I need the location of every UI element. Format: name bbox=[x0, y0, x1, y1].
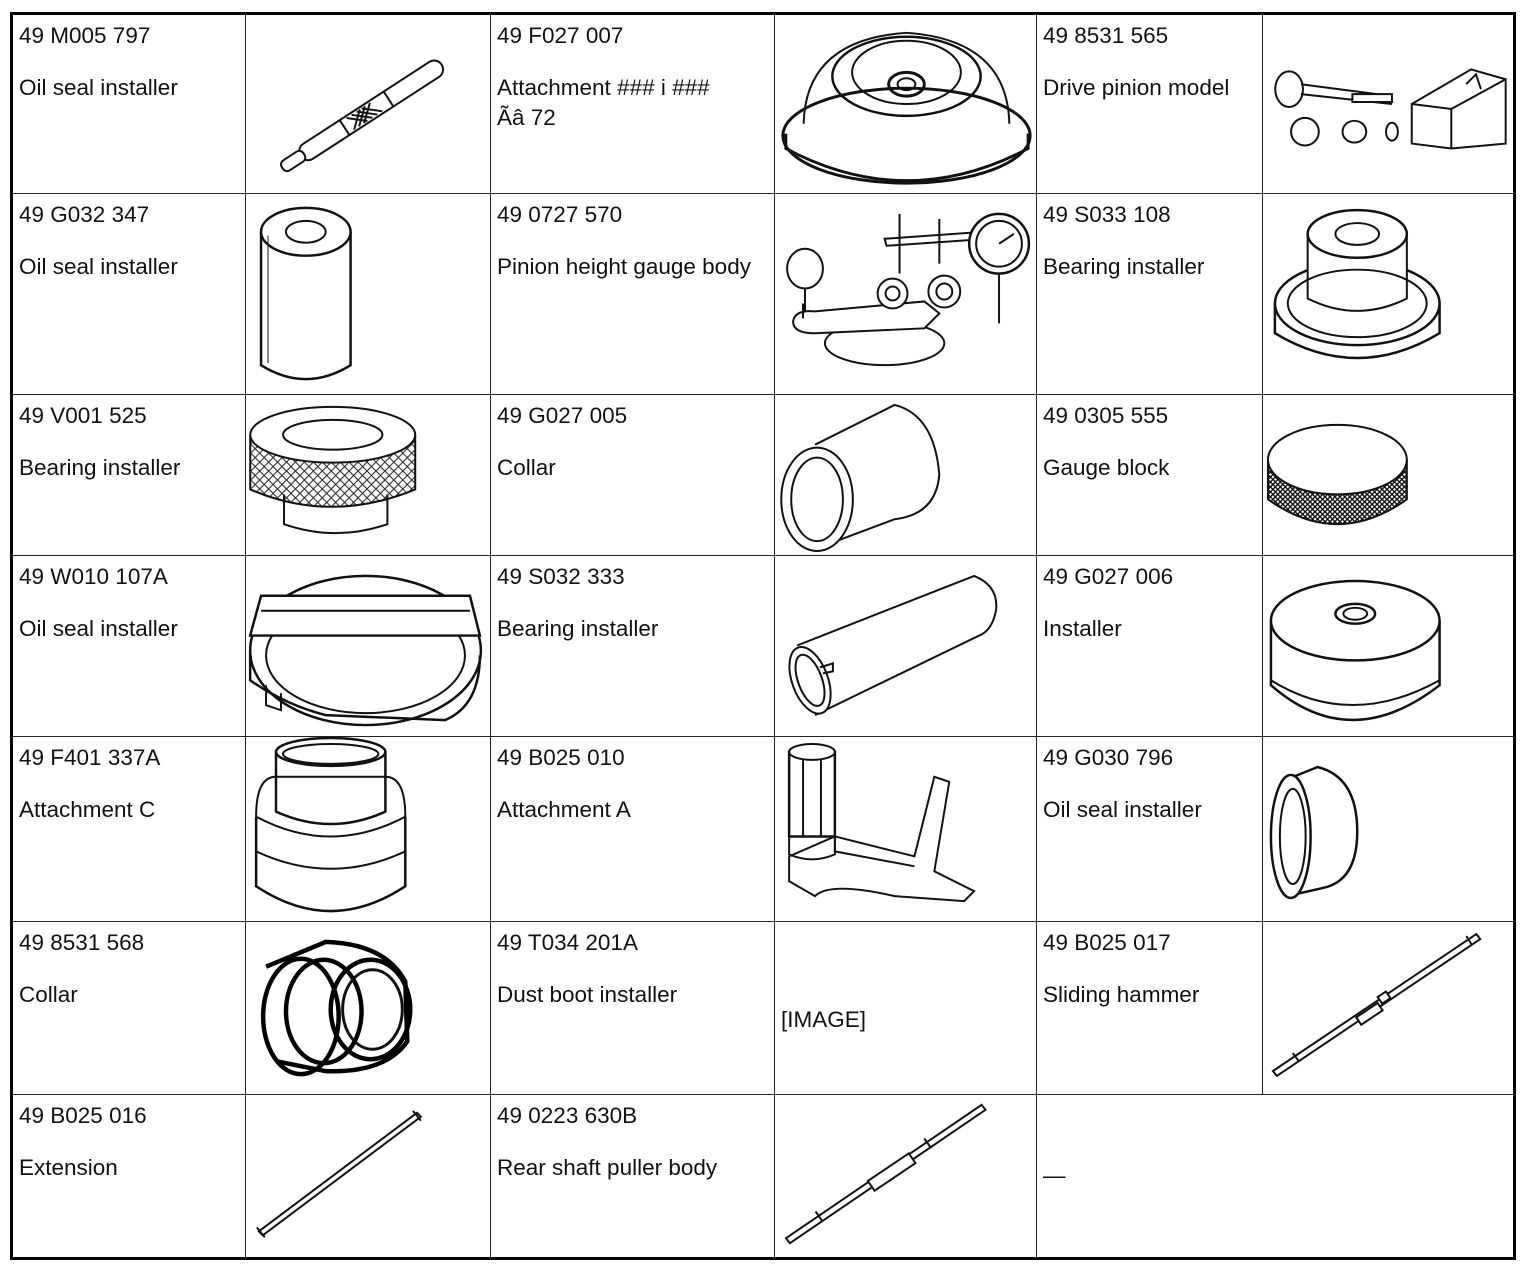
tool-part-number: 49 F027 007 bbox=[497, 23, 624, 48]
tool-name: Oil seal installer bbox=[19, 254, 178, 279]
tool-image-cell bbox=[775, 556, 1037, 737]
tool-part-number: 49 0305 555 bbox=[1043, 403, 1169, 428]
tool-cell bbox=[1037, 922, 1263, 1095]
attachment-a-fork-icon bbox=[775, 737, 1036, 921]
tool-name: Oil seal installer bbox=[19, 75, 178, 100]
tool-image-cell bbox=[775, 737, 1037, 922]
image-placeholder: [IMAGE] bbox=[781, 1007, 867, 1032]
tool-name: Pinion height gauge body bbox=[497, 254, 751, 279]
tool-name: Rear shaft puller body bbox=[497, 1155, 718, 1180]
table-row bbox=[12, 737, 1515, 922]
tool-cell bbox=[12, 1095, 246, 1259]
tool-image-cell bbox=[775, 14, 1037, 194]
tool-name: Extension bbox=[19, 1155, 118, 1180]
tool-image-cell bbox=[246, 556, 491, 737]
table-row bbox=[12, 194, 1515, 395]
installer-disc-icon bbox=[1263, 556, 1513, 736]
tool-part-number: 49 G027 005 bbox=[497, 403, 628, 428]
empty-cell-dash: — bbox=[1043, 1163, 1066, 1188]
tool-name: Oil seal installer bbox=[1043, 797, 1202, 822]
tool-name: Collar bbox=[19, 982, 78, 1007]
rear-shaft-puller-rod-icon bbox=[775, 1095, 1036, 1257]
oil-seal-installer-slotted-icon bbox=[246, 556, 490, 736]
tool-cell bbox=[1037, 395, 1263, 556]
tool-image-cell bbox=[1263, 556, 1515, 737]
attachment-c-ring-icon bbox=[246, 737, 490, 921]
tool-part-number: 49 0727 570 bbox=[497, 202, 623, 227]
table-row bbox=[12, 922, 1515, 1095]
tool-part-number: 49 M005 797 bbox=[19, 23, 151, 48]
tool-name: Collar bbox=[497, 455, 556, 480]
pinion-height-gauge-icon bbox=[775, 194, 1036, 394]
tool-cell bbox=[12, 14, 246, 194]
tool-cell bbox=[491, 395, 775, 556]
tool-part-number: 49 0223 630B bbox=[497, 1103, 638, 1128]
sliding-hammer-rod-icon bbox=[1263, 922, 1513, 1094]
tool-cell bbox=[1037, 737, 1263, 922]
tool-part-number: 49 W010 107A bbox=[19, 564, 168, 589]
tool-image-cell bbox=[775, 922, 1037, 1095]
tool-image-cell bbox=[1263, 194, 1515, 395]
tool-image-cell bbox=[1263, 737, 1515, 922]
tool-name: Bearing installer bbox=[1043, 254, 1205, 279]
tool-name: Installer bbox=[1043, 616, 1122, 641]
table-row bbox=[12, 556, 1515, 737]
tool-cell bbox=[12, 556, 246, 737]
tool-name: Oil seal installer bbox=[19, 616, 178, 641]
collar-sleeve-icon bbox=[775, 395, 1036, 555]
tool-image-cell bbox=[246, 1095, 491, 1259]
tool-image-cell bbox=[1263, 14, 1515, 194]
table-row bbox=[12, 1095, 1515, 1259]
tool-name: Attachment ### i ### Ãâ 72 bbox=[497, 75, 710, 130]
tool-cell bbox=[1037, 556, 1263, 737]
bearing-installer-stepped-icon bbox=[1263, 194, 1513, 394]
tool-part-number: 49 S033 108 bbox=[1043, 202, 1171, 227]
empty-cell bbox=[1037, 1095, 1515, 1259]
tool-part-number: 49 B025 016 bbox=[19, 1103, 147, 1128]
tool-cell bbox=[491, 556, 775, 737]
tool-part-number: 49 8531 568 bbox=[19, 930, 145, 955]
tool-part-number: 49 G032 347 bbox=[19, 202, 150, 227]
tool-part-number: 49 F401 337A bbox=[19, 745, 161, 770]
tool-image-cell bbox=[1263, 922, 1515, 1095]
oil-seal-installer-cylinder-icon bbox=[246, 194, 490, 394]
tool-image-cell bbox=[775, 194, 1037, 395]
tool-image-cell bbox=[775, 1095, 1037, 1259]
tool-name: Attachment A bbox=[497, 797, 631, 822]
tool-image-cell bbox=[246, 922, 491, 1095]
tool-image-cell bbox=[1263, 395, 1515, 556]
attachment-dome-icon bbox=[775, 15, 1036, 193]
tool-part-number: 49 S032 333 bbox=[497, 564, 625, 589]
tool-cell bbox=[491, 1095, 775, 1259]
tool-cell bbox=[12, 922, 246, 1095]
tool-cell bbox=[12, 194, 246, 395]
tool-cell bbox=[491, 737, 775, 922]
tool-name: Bearing installer bbox=[497, 616, 659, 641]
oil-seal-installer-rod-icon bbox=[246, 15, 490, 193]
tool-cell bbox=[1037, 14, 1263, 194]
tool-image-cell bbox=[246, 194, 491, 395]
tool-cell bbox=[1037, 194, 1263, 395]
special-tools-table bbox=[10, 12, 1516, 1260]
drive-pinion-model-kit-icon bbox=[1263, 15, 1513, 193]
tool-cell bbox=[491, 194, 775, 395]
tool-image-cell bbox=[246, 395, 491, 556]
table-row bbox=[12, 14, 1515, 194]
table-row bbox=[12, 395, 1515, 556]
tool-name: Drive pinion model bbox=[1043, 75, 1230, 100]
tool-part-number: 49 8531 565 bbox=[1043, 23, 1169, 48]
oil-seal-installer-ring-icon bbox=[1263, 737, 1513, 921]
extension-rod-icon bbox=[246, 1095, 490, 1257]
tool-cell bbox=[12, 395, 246, 556]
tool-image-cell bbox=[246, 14, 491, 194]
tool-part-number: 49 B025 010 bbox=[497, 745, 625, 770]
tool-cell bbox=[491, 14, 775, 194]
gauge-block-knurled-icon bbox=[1263, 395, 1513, 555]
tool-name: Gauge block bbox=[1043, 455, 1170, 480]
tool-cell bbox=[491, 922, 775, 1095]
tool-name: Dust boot installer bbox=[497, 982, 678, 1007]
bearing-installer-tube-icon bbox=[775, 556, 1036, 736]
collar-bold-ring-icon bbox=[246, 922, 490, 1094]
tool-part-number: 49 T034 201A bbox=[497, 930, 638, 955]
tool-part-number: 49 G027 006 bbox=[1043, 564, 1174, 589]
tool-name: Sliding hammer bbox=[1043, 982, 1200, 1007]
tool-name: Bearing installer bbox=[19, 455, 181, 480]
tool-part-number: 49 V001 525 bbox=[19, 403, 147, 428]
tool-part-number: 49 G030 796 bbox=[1043, 745, 1174, 770]
tool-part-number: 49 B025 017 bbox=[1043, 930, 1171, 955]
bearing-installer-knurled-icon bbox=[246, 395, 490, 555]
tool-name: Attachment C bbox=[19, 797, 156, 822]
tool-image-cell bbox=[246, 737, 491, 922]
tool-cell bbox=[12, 737, 246, 922]
tool-image-cell bbox=[775, 395, 1037, 556]
